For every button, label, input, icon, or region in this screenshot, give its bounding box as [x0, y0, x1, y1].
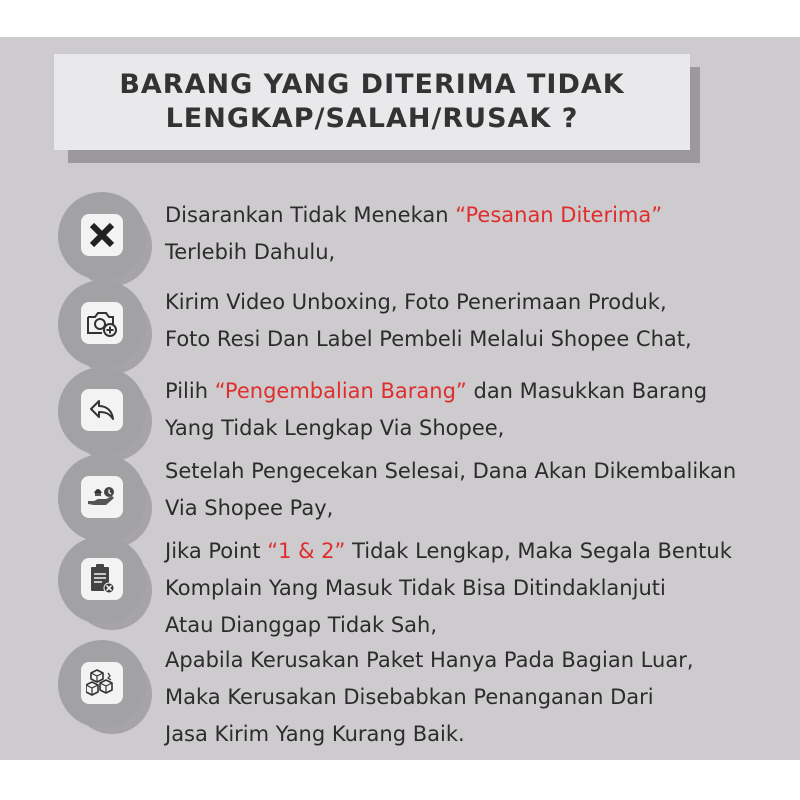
return-arrow-icon: [81, 389, 123, 431]
item-text-line: Kirim Video Unboxing, Foto Penerimaan Produk,: [165, 290, 667, 314]
item-text-line: Via Shopee Pay,: [165, 496, 334, 520]
refund-money-icon: [81, 476, 123, 518]
item-text-line: Disarankan Tidak Menekan: [165, 203, 456, 227]
item-text-line: Yang Tidak Lengkap Via Shopee,: [165, 416, 505, 440]
icon-badge: [58, 536, 156, 634]
item-text: [165, 642, 780, 753]
item-text-line: dan Masukkan Barang: [466, 379, 708, 403]
item-text: [165, 533, 780, 644]
title-banner: [54, 54, 690, 150]
item-text-line: Jasa Kirim Yang Kurang Baik.: [165, 722, 465, 746]
item-text-line: Pilih: [165, 379, 215, 403]
item-text: [165, 453, 780, 527]
item-text-line: Setelah Pengecekan Selesai, Dana Akan Dikembalikan: [165, 459, 737, 483]
item-text: [165, 284, 780, 358]
title-line-2: LENGKAP/SALAH/RUSAK ?: [165, 103, 579, 134]
damaged-boxes-icon: [81, 662, 123, 704]
highlight-point-1-2: “1 & 2”: [267, 539, 346, 563]
item-text-line: Atau Dianggap Tidak Sah,: [165, 613, 438, 637]
item-text: [165, 197, 780, 271]
title-line-1: BARANG YANG DITERIMA TIDAK: [119, 69, 625, 100]
x-mark-icon: [81, 214, 123, 256]
item-text-line: Apabila Kerusakan Paket Hanya Pada Bagian Luar,: [165, 648, 694, 672]
camera-plus-icon: [81, 302, 123, 344]
item-text-line: Tidak Lengkap, Maka Segala Bentuk: [345, 539, 732, 563]
icon-badge: [58, 192, 156, 290]
item-text-line: Komplain Yang Masuk Tidak Bisa Ditindaklanjuti: [165, 576, 666, 600]
highlight-pengembalian-barang: “Pengembalian Barang”: [214, 379, 467, 403]
item-text-line: Jika Point: [165, 539, 268, 563]
icon-badge: [58, 367, 156, 465]
icon-badge: [58, 280, 156, 378]
icon-badge: [58, 640, 156, 738]
item-text-line: Maka Kerusakan Disebabkan Penanganan Dari: [165, 685, 654, 709]
item-text-line: Foto Resi Dan Label Pembeli Melalui Shopee Chat,: [165, 327, 692, 351]
highlight-pesanan-diterima: “Pesanan Diterima”: [455, 203, 663, 227]
item-text-line: Terlebih Dahulu,: [165, 240, 336, 264]
clipboard-cancel-icon: [81, 558, 123, 600]
item-text: [165, 373, 780, 447]
